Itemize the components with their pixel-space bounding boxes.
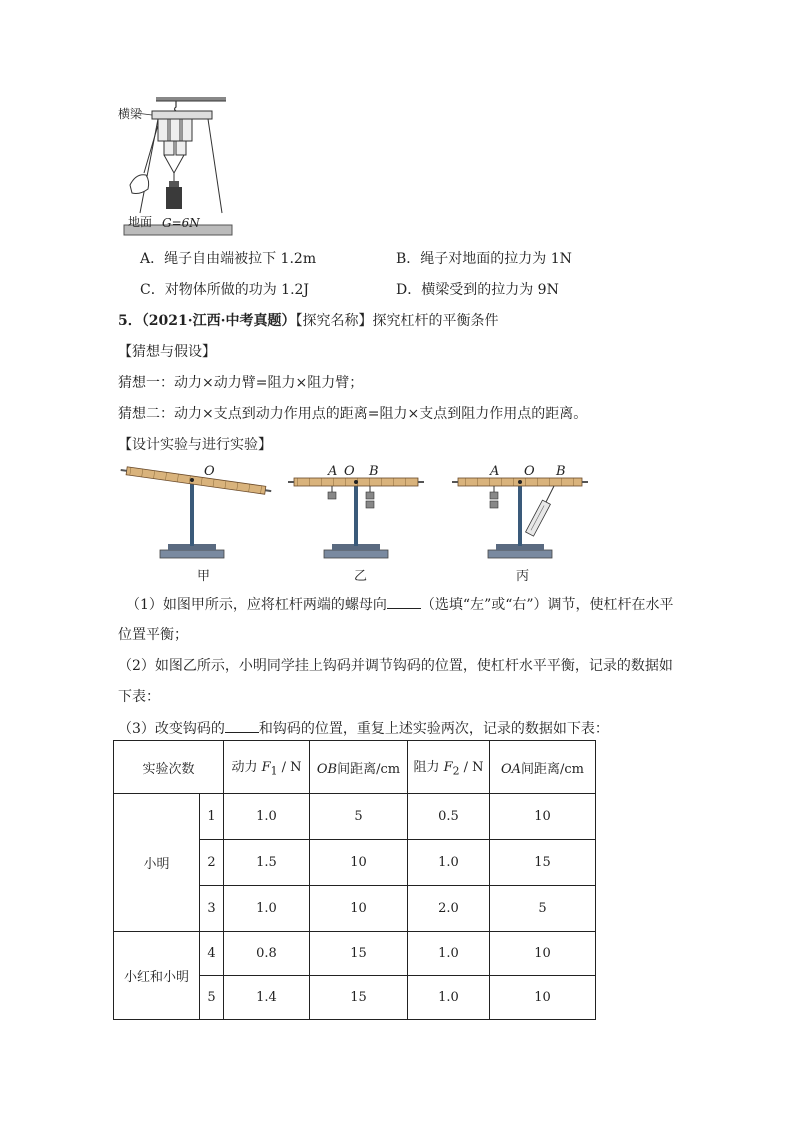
para-2-line2: 下表： [118, 689, 160, 705]
lever-bing [452, 478, 588, 558]
label-o-jia: O [204, 464, 215, 479]
q5-title [118, 311, 498, 331]
weight-label: G=6N [162, 216, 200, 230]
header-f2: 阻力 $F_2$ / N [408, 741, 490, 794]
choice-d: D．横梁受到的拉力为 9N [396, 282, 559, 298]
header-f1: 动力 $F_1$ / N [224, 741, 310, 794]
guess-1: 猜想一：动力×动力臂=阻力×阻力臂； [118, 375, 364, 391]
lever-yi [288, 478, 424, 558]
label-b-bing: B [556, 464, 566, 479]
table-row: 3 1.0 10 2.0 5 [114, 886, 596, 932]
header-oa: OA间距离/cm [490, 741, 596, 794]
caption-jia: 甲 [197, 569, 211, 584]
spring-scale-icon [526, 500, 551, 536]
table-row: 2 1.5 10 1.0 15 [114, 840, 596, 886]
choice-a: A．绳子自由端被拉下 1.2m [140, 251, 317, 267]
data-table [113, 740, 596, 1020]
para-1-line1: （1）如图甲所示，应将杠杆两端的螺母向 （选填“左”或“右”）调节，使杠杆在水平 [126, 594, 674, 615]
section-design: 【设计实验与进行实验】 [118, 437, 272, 453]
answer-blank-1[interactable] [387, 594, 421, 609]
weight-block [166, 187, 182, 209]
guess-2: 猜想二：动力×支点到动力作用点的距离=阻力×支点到阻力作用点的距离。 [118, 406, 588, 422]
table-header-row [114, 741, 596, 794]
label-a-bing: A [490, 464, 500, 479]
choice-b: B．绳子对地面的拉力为 1N [396, 251, 572, 267]
beam [152, 111, 212, 119]
choice-c: C．对物体所做的功为 1.2J [140, 282, 310, 298]
answer-blank-2[interactable] [225, 718, 259, 733]
lever-jia [120, 466, 272, 558]
para-3: （3）改变钩码的 和钩码的位置，重复上述实验两次，记录的数据如下表： [118, 718, 609, 739]
table-row: 小红和小明 4 0.8 15 1.0 10 [114, 932, 596, 976]
q5-title-rest: 【探究名称】探究杠杆的平衡条件 [295, 313, 499, 329]
header-ob: OB间距离/cm [310, 741, 408, 794]
table-row: 5 1.4 15 1.0 10 [114, 976, 596, 1020]
group-xiaohong-xiaoming: 小红和小明 [114, 932, 200, 1020]
caption-bing: 丙 [516, 569, 530, 584]
label-o-bing: O [524, 464, 535, 479]
group-xiaoming: 小明 [114, 794, 200, 932]
section-hypothesis: 【猜想与假设】 [118, 344, 216, 360]
hand-icon [130, 175, 149, 194]
beam-label: 横梁 [118, 107, 143, 121]
table-row: 小明 1 1.0 5 0.5 10 [114, 794, 596, 840]
para-2-line1: （2）如图乙所示，小明同学挂上钩码并调节钩码的位置，使杠杆水平平衡，记录的数据如 [118, 658, 673, 674]
header-trial: 实验次数 [114, 741, 224, 794]
ground-label: 地面 [128, 215, 153, 229]
q5-number: 5． [118, 313, 142, 329]
ceiling [156, 97, 226, 101]
label-o-yi: O [344, 464, 355, 479]
para-1-line2: 位置平衡； [118, 627, 188, 643]
label-a-yi: A [328, 464, 338, 479]
q5-source: （2021·江西·中考真题） [141, 313, 296, 329]
caption-yi: 乙 [354, 569, 368, 584]
label-b-yi: B [369, 464, 379, 479]
